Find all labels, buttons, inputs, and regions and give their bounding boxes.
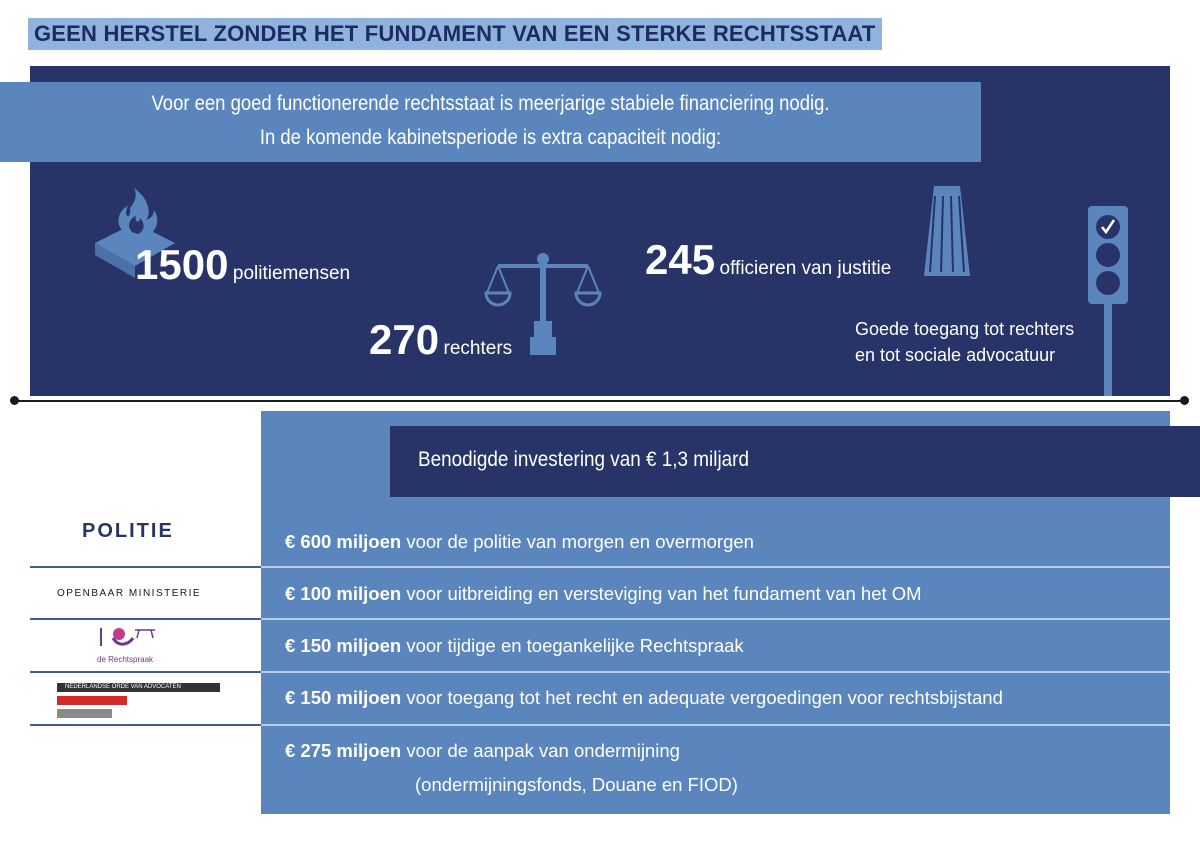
row-amount: € 150 miljoen: [285, 635, 402, 656]
access-text: [855, 316, 1074, 368]
row-text: voor uitbreiding en versteviging van het fundament van het OM: [401, 583, 922, 604]
stat-police-label: politiemensen: [232, 263, 351, 284]
access-line-1: Goede toegang tot rechters: [855, 319, 1075, 339]
row-amount: € 100 miljoen: [285, 583, 402, 604]
access-line-2: en tot sociale advocatuur: [855, 345, 1056, 365]
stat-police-number: 1500: [135, 241, 229, 288]
page-title: GEEN HERSTEL ZONDER HET FUNDAMENT VAN EEN STERKE RECHTSSTAAT: [28, 18, 882, 50]
investment-row-advocatuur: [285, 687, 1003, 709]
rechtspraak-logo: de Rechtspraak: [97, 655, 154, 664]
investment-heading: Benodigde investering van € 1,3 miljard: [418, 448, 749, 471]
stat-judges-number: 270: [369, 316, 440, 363]
investment-row-rechtspraak: [285, 635, 744, 657]
intro-line-2: In de komende kabinetsperiode is extra capaciteit nodig:: [259, 126, 722, 149]
stat-prosecutors: [645, 236, 891, 284]
intro-banner: [0, 82, 981, 162]
stat-prosecutors-label: officieren van justitie: [719, 258, 892, 279]
toga-icon: [922, 186, 972, 276]
politie-logo: POLITIE: [82, 520, 174, 542]
om-logo: OPENBAAR MINISTERIE: [57, 588, 202, 599]
row-text: voor de politie van morgen en overmorgen: [401, 531, 754, 552]
divider-dot-left: [10, 396, 19, 405]
investment-row-ondermijning-subtext: (ondermijningsfonds, Douane en FIOD): [415, 774, 738, 795]
stat-judges: [369, 316, 512, 364]
row-separator: [261, 618, 1170, 620]
row-text: voor de aanpak van ondermijning: [401, 740, 680, 761]
investment-row-politie: [285, 531, 754, 553]
row-amount: € 150 miljoen: [285, 687, 402, 708]
intro-line-1: Voor een goed functionerende rechtsstaat is meerjarige stabiele financiering nodig.: [151, 92, 830, 115]
investment-banner: [390, 426, 1200, 497]
divider-dot-right: [1180, 396, 1189, 405]
stat-prosecutors-number: 245: [645, 236, 716, 283]
row-text: voor tijdige en toegankelijke Rechtspraak: [401, 635, 744, 656]
traffic-light-icon: [1086, 204, 1130, 396]
stat-judges-label: rechters: [443, 338, 513, 359]
row-amount: € 600 miljoen: [285, 531, 402, 552]
divider-line: [14, 400, 1184, 402]
row-separator: [30, 618, 261, 620]
investment-row-om: [285, 583, 922, 605]
row-separator: [30, 724, 261, 726]
row-separator: [261, 566, 1170, 568]
row-separator: [261, 724, 1170, 726]
nova-logo-red-bar: [57, 696, 127, 705]
row-separator: [30, 671, 261, 673]
rechtspraak-logo-icon: [95, 624, 165, 654]
row-separator: [30, 566, 261, 568]
investment-row-ondermijning: [285, 740, 680, 762]
stat-police: [135, 241, 350, 289]
nova-logo-grey-bar: [57, 709, 112, 718]
row-text: voor toegang tot het recht en adequate vergoedingen voor rechtsbijstand: [401, 687, 1003, 708]
row-amount: € 275 miljoen: [285, 740, 402, 761]
nova-logo: NEDERLANDSE ORDE VAN ADVOCATEN: [57, 683, 220, 692]
row-separator: [261, 671, 1170, 673]
